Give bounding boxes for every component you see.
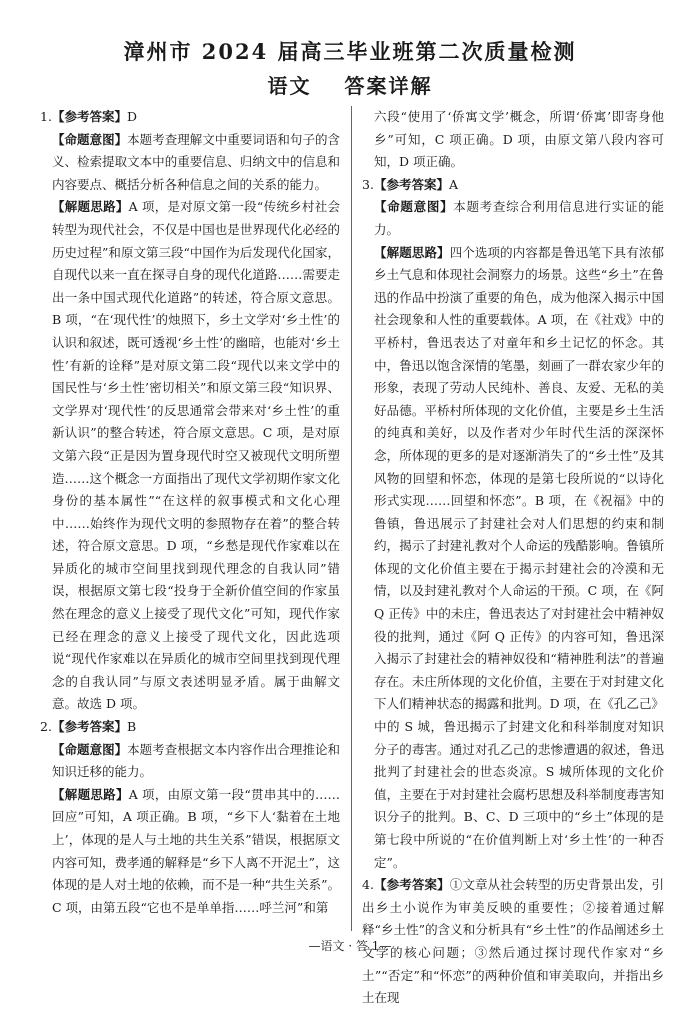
q2-intent-text: 本题考查根据文本内容作出合理推论和知识迁移的能力。	[52, 741, 340, 780]
q2-approach-continued: 六段“使用了‘侨寓文学’概念，所谓‘侨寓’即寄身他乡”可知，C 项正确。D 项，由原文第八段内容可知，D 项正确。	[374, 109, 664, 170]
q1-intent-label: 【命题意图】	[52, 131, 128, 147]
q3-answer: A	[448, 176, 458, 192]
q3-intent	[362, 196, 664, 241]
q3-answer-label: 【参考答案】	[373, 176, 449, 192]
q3-answer-row	[362, 174, 664, 197]
q1-approach-label: 【解题思路】	[52, 199, 129, 215]
q1-approach	[40, 196, 340, 716]
page-footer: —语文 · 答 1—	[308, 939, 392, 953]
q2-approach-label: 【解题思路】	[52, 786, 129, 802]
q1-approach-text: A 项，是对原文第一段“传统乡村社会转型为现代社会，不仅是中国也是世界现代化必经的历史过程”和原文第三段“中国作为后发现代化国家，自现代以来一直在探寻自身的现代化道路……需要走出一条中国式现代化道路”的转述，符合原文意思。B 项，“在‘现代性’的烛照下，乡土文学对‘乡土性’的认识和叙述，既可透视‘乡土性’的幽暗，也能对‘乡土性’有新的诠释”是对原文第二段“现代以来文学中的国民性与‘乡土性’密切相关”和原文第三段“知识界、文学界对‘现代性’的反思通常会带来对‘乡土性’的重新认识”的整合转述，符合原文意思。C 项，是对原文第六段“正是因为置身现代时空又被现代文明所塑造……这个概念一方面指出了现代文学初期作家文化身份的基本属性”“在这样的叙事模式和文化心理中……始终作为现代文明的参照物存在着”的整合转述，符合原文意思。D 项，“乡愁是现代作家难以在异质化的城市空间里找到现代理念的自我认同”错误，根据原文第七段“投身于全新价值空间的作家虽然在理念的意义上接受了现代文化”可知，现代作家已经在理念的意义上接受了现代文化，因此选项说“现代作家难以在异质化的城市空间里找到现代理念的自我认同”与原文表述明显矛盾。属于曲解文意。故选 D 项。	[52, 199, 340, 712]
q3-approach	[362, 242, 664, 875]
q2-approach-text: A 项，由原文第一段“贯串其中的……回应”可知，A 项正确。B 项，“乡下人‘黏着在土地上’，体现的是人与土地的共生关系”错误，根据原文内容可知，费孝通的解释是“乡下人离不开泥土”，这体现的是人对土地的依赖，而不是一种“共生关系”。C 项，由第五段“它也不是单单指……呼兰河”和第	[52, 786, 340, 915]
subtitle-label: 答案详解	[344, 74, 433, 98]
page-subtitle	[0, 70, 700, 99]
page-title: 漳州市 2024 届高三毕业班第二次质量检测	[123, 39, 577, 64]
q4-number: 4.	[362, 877, 374, 893]
column-divider	[351, 106, 352, 931]
q3-approach-text: 四个选项的内容都是鲁迅笔下具有浓郁乡土气息和体现社会洞察力的场景。这些“乡土”在鲁迅的作品中扮演了重要的角色，成为他深入揭示中国社会现象和人性的重要载体。A 项，在《社戏》中的平桥村，鲁迅表达了对童年和乡土记忆的怀念。其中，鲁迅以饱含深情的笔墨，刻画了一群农家少年的形象，表现了劳动人民纯朴、善良、友爱、无私的美好品德。平桥村所体现的文化价值，主要是乡土生活的纯真和美好，以及作者对少年时代生活的深深怀念，所体现的更多的是对逐渐消失了的“乡土性”及其风物的回望和怀恋，体现的是第七段所说的“以诗化形式实现……回望和怀恋”。B 项，在《祝福》中的鲁镇，鲁迅展示了封建社会对人们思想的约束和制约，揭示了封建礼教对个人命运的残酷影响。鲁镇所体现的文化价值主要在于揭示封建社会的冷漠和无情，以及封建礼教对个人命运的干预。C 项，在《阿 Q 正传》中的未庄，鲁迅表达了对封建社会中精神奴役的批判，通过《阿 Q 正传》的内容可知，鲁迅深入揭示了封建社会的精神奴役和“精神胜利法”的普遍存在。未庄所体现的文化价值，主要在于对封建文化下人们精神状态的揭露和批判。D 项，在《孔乙己》中的 S 城，鲁迅揭示了封建文化和科举制度对知识分子的毒害。通过对孔乙己的悲惨遭遇的叙述，鲁迅批判了封建社会的世态炎凉。S 城所体现的文化价值，主要在于对封建社会腐朽思想及科举制度毒害知识分子的批判。B、C、D 三项中的“乡土”体现的是第七段中所说的“在价值判断上对‘乡土性’的一种否定”。	[374, 244, 664, 870]
question-1	[40, 106, 340, 716]
subject-label: 语文	[267, 74, 312, 98]
question-3	[362, 174, 664, 874]
q2-answer-row	[40, 716, 340, 739]
question-2	[40, 716, 340, 919]
q2-number: 2.	[40, 719, 52, 735]
right-column	[362, 106, 664, 1010]
q4-answer-label: 【参考答案】	[373, 877, 450, 893]
q3-intent-text: 本题考查综合利用信息进行实证的能力。	[374, 199, 664, 237]
q2-answer-label: 【参考答案】	[51, 719, 127, 735]
q4-answer: ①文章从社会转型的历史背景出发，引出乡土小说作为审美反映的重要性；②接着通过解释“乡土性”的含义和分析具有“乡土性”的作品阐述乡土文学的核心问题；③然后通过探讨现代作家对“乡土”“否定”和“怀恋”的两种价值和审美取向，并指出乡土在现	[362, 877, 664, 1006]
q1-answer: D	[126, 109, 137, 124]
q3-number: 3.	[362, 176, 374, 192]
q1-number: 1.	[40, 109, 52, 124]
q1-intent	[40, 129, 340, 197]
q1-intent-text: 本题考查理解文中重要词语和句子的含义、检索提取文本中的重要信息、归纳文中的信息和内容要点、概括分析各种信息之间的关系的能力。	[52, 131, 340, 192]
q2-approach	[40, 784, 340, 920]
q2-intent-label: 【命题意图】	[52, 741, 128, 757]
q1-answer-label: 【参考答案】	[51, 109, 127, 124]
q3-intent-label: 【命题意图】	[374, 199, 454, 215]
q1-answer-row	[40, 106, 340, 129]
left-column	[40, 106, 340, 919]
q2-intent	[40, 739, 340, 784]
q2-answer: B	[126, 719, 137, 735]
q3-approach-label: 【解题思路】	[374, 244, 450, 260]
